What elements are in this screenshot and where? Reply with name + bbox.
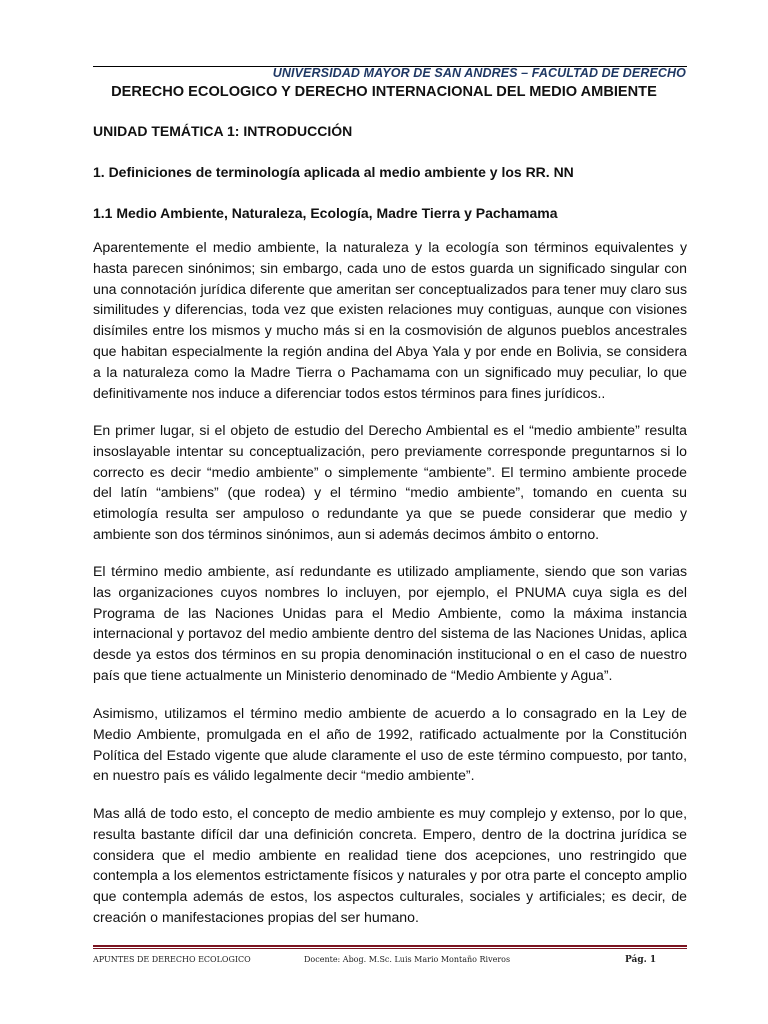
section-heading: 1. Definiciones de terminología aplicada al medio ambiente y los RR. NN	[93, 164, 574, 180]
document-title: DERECHO ECOLOGICO Y DERECHO INTERNACIONAL DEL MEDIO AMBIENTE	[111, 84, 657, 100]
paragraph-4: Asimismo, utilizamos el término medio ambiente de acuerdo a lo consagrado en la Ley de Medio Ambiente, promulgada en el año de 1992, ratificado actualmente por la Constitución Política del Estado vigente que alude claramente el uso de este término compuesto, por tanto, en nuestro país es válido legalmente decir “medio ambiente”.	[93, 705, 687, 784]
paragraph-3: El término medio ambiente, así redundante es utilizado ampliamente, siendo que son varias las organizaciones cuyos nombres lo incluyen, por ejemplo, el PNUMA cuya sigla es del Programa de las Naciones Unidas para el Medio Ambiente, como la máxima instancia internacional y portavoz del medio ambiente dentro del sistema de las Naciones Unidas, aplica desde ya estos dos términos en su propia denominación institucional o en el caso de nuestro país que tiene actualmente un Ministerio denominado de “Medio Ambiente y Agua”.	[93, 563, 687, 683]
footer-course-title: APUNTES DE DERECHO ECOLOGICO	[93, 955, 251, 964]
unit-heading: UNIDAD TEMÁTICA 1: INTRODUCCIÓN	[93, 123, 353, 139]
paragraph-5: Mas allá de todo esto, el concepto de medio ambiente es muy complejo y extenso, por lo que, resulta bastante difícil dar una definición concreta. Empero, dentro de la doctrina jurídica se considera que el medio ambiente en realidad tiene dos acepciones, uno restringido que contempla a los elementos estrictamente físicos y naturales y por otra parte el concepto amplio que contempla además de estos, los aspectos culturales, sociales y artificiales; es decir, de creación o manifestaciones propias del ser humano.	[93, 805, 687, 925]
paragraph-2: En primer lugar, si el objeto de estudio del Derecho Ambiental es el “medio ambiente” resulta insoslayable intentar su conceptualización, pero previamente corresponde preguntarnos si lo correcto es decir “medio ambiente” o simplemente “ambiente”. El termino ambiente procede del latín “ambiens” (que rodea) y el término “medio ambiente”, tomando en cuenta su etimología resulta ser ampuloso o redundante ya que se puede considerar que medio y ambiente son dos términos sinónimos, aun si además decimos ámbito o entorno.	[93, 422, 687, 542]
paragraph-1: Aparentemente el medio ambiente, la naturaleza y la ecología son términos equivalentes y hasta parecen sinónimos; sin embargo, cada uno de estos guarda un significado singular con una connotación jurídica diferente que ameritan ser conceptualizados para tener muy claro sus similitudes y diferencias, toda vez que existen relaciones muy contiguas, aunque con visiones disímiles entre los mismos y mucho más si en la cosmovisión de algunos pueblos ancestrales que habitan especialmente la región andina del Abya Yala y por ende en Bolivia, se considera a la naturaleza como la Madre Tierra o Pachamama con un significado muy peculiar, lo que definitivamente nos induce a diferenciar todos estos términos para fines jurídicos..	[93, 239, 687, 401]
footer-rule-thin	[93, 948, 687, 949]
subsection-heading: 1.1 Medio Ambiente, Naturaleza, Ecología, Madre Tierra y Pachamama	[93, 205, 558, 221]
header-institution: UNIVERSIDAD MAYOR DE SAN ANDRES – FACULTAD DE DERECHO	[272, 66, 686, 80]
footer-instructor: Docente: Abog. M.Sc. Luis Mario Montaño Riveros	[304, 955, 511, 964]
footer-rule	[93, 945, 687, 947]
footer-page-number: Pág. 1	[625, 955, 657, 965]
